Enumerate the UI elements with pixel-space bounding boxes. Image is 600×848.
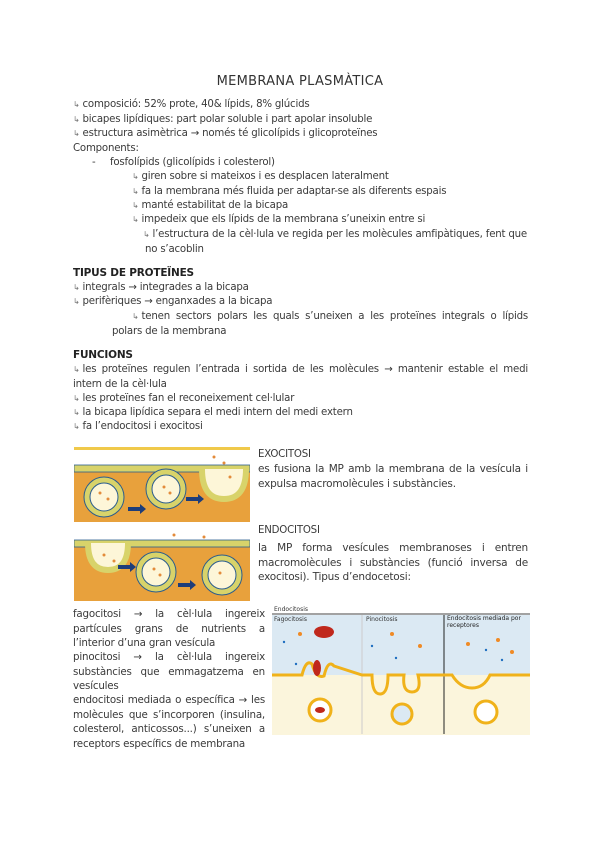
proteines-sub: [112, 310, 528, 339]
panel-pinocitosis: Pinocitosis: [366, 616, 398, 623]
intro-text: composició: 52% prote, 40& lípids, 8% glúcids: [82, 99, 310, 110]
subsub-text: l’estructura de la cèl·lula ve regida per les molècules amfipàtiques, fent que no s’acoblin: [145, 229, 527, 255]
endocytosis-illustration: [74, 525, 250, 601]
funcions-item: [73, 363, 528, 392]
components-sub: [132, 199, 288, 214]
endocitosi-text: la MP forma vesícules membranoses i entren macromolècules i substàncies (funció inversa de exocitosi). Tipus d’endocetosi:: [258, 542, 528, 583]
funcions-item: [73, 420, 203, 435]
tipus-endocitosi-mediada: endocitosi mediada o específica → les molècules que s’incorporen (insulina, colesterol, anticossos...) s’uneixen a receptors específics de membrana: [73, 694, 265, 750]
item-text: les proteïnes regulen l’entrada i sortida de les molècules → mantenir estable el medi intern de la cèl·lula: [73, 364, 528, 390]
item-text: la bicapa lipídica separa el medi intern del medi extern: [82, 407, 353, 418]
tipus-pinocitosi: pinocitosi → la cèl·lula ingereix substàncies que emmagatzema en vesícules: [73, 651, 265, 692]
panel-fagocitosis: Fagocitosis: [274, 616, 307, 623]
proteines-item: [73, 281, 249, 296]
sub-text: giren sobre si mateixos i es desplacen lateralment: [141, 171, 389, 182]
funcions-item: [73, 406, 353, 421]
sub-text: fa la membrana més fluida per adaptar-se als diferents espais: [141, 186, 447, 197]
bullet-arrow-icon: ↳: [73, 283, 80, 292]
components-subsub: [145, 228, 527, 257]
tipus-fagocitosi: fagocitosi → la cèl·lula ingereix partícules grans de nutrients a l’interior d’una gran vesícula: [73, 608, 265, 649]
components-sub: [132, 213, 425, 228]
components-sub: [132, 185, 446, 200]
exocitosi-heading: EXOCITOSI: [258, 449, 311, 460]
funcions-heading: FUNCIONS: [73, 349, 133, 361]
diagram-title: Endocitosis: [274, 606, 308, 613]
intro-text: bicapes lipídiques: part polar soluble i part apolar insoluble: [82, 114, 373, 125]
bullet-arrow-icon: ↳: [73, 422, 80, 431]
bullet-arrow-icon: ↳: [132, 215, 139, 224]
proteines-item: [73, 295, 272, 310]
components-label: Components:: [73, 143, 139, 154]
sub-text: impedeix que els lípids de la membrana s’uneixin entre si: [141, 214, 426, 225]
page-title: MEMBRANA PLASMÀTICA: [216, 74, 384, 89]
panel-receptors: Endocitosis mediada por receptores: [447, 615, 521, 629]
item-text: les proteïnes fan el reconeixement cel·lular: [82, 393, 295, 404]
item-text: integrals → integrades a la bicapa: [82, 282, 249, 293]
intro-item: [73, 127, 377, 142]
bullet-arrow-icon: ↳: [73, 297, 80, 306]
exocytosis-illustration: [74, 447, 250, 522]
bullet-arrow-icon: ↳: [73, 408, 80, 417]
sub-text: tenen sectors polars les quals s’uneixen a les proteïnes integrals o lípids polars de la membrana: [112, 311, 528, 337]
bullet-arrow-icon: ↳: [132, 187, 139, 196]
sub-text: manté estabilitat de la bicapa: [141, 200, 289, 211]
components-item: fosfolípids (glicolípids i colesterol): [110, 157, 275, 168]
bullet-arrow-icon: ↳: [73, 115, 80, 124]
intro-item: [73, 113, 372, 128]
proteines-heading: TIPUS DE PROTEÏNES: [73, 267, 194, 279]
bullet-arrow-icon: ↳: [73, 365, 80, 374]
intro-text: estructura asimètrica → només té glicolípids i glicoproteïnes: [82, 128, 378, 139]
components-sub: [132, 170, 389, 185]
exocitosi-text: es fusiona la MP amb la membrana de la vesícula i expulsa macromolècules i substàncies.: [258, 463, 528, 490]
item-text: perifèriques → enganxades a la bicapa: [82, 296, 273, 307]
bullet-arrow-icon: ↳: [132, 172, 139, 181]
list-dash: -: [92, 157, 96, 168]
bullet-arrow-icon: ↳: [143, 230, 150, 239]
bullet-arrow-icon: ↳: [73, 100, 80, 109]
bullet-arrow-icon: ↳: [73, 394, 80, 403]
bullet-arrow-icon: ↳: [132, 201, 139, 210]
endocitosi-heading: ENDOCITOSI: [258, 525, 320, 536]
bullet-arrow-icon: ↳: [73, 129, 80, 138]
item-text: fa l’endocitosi i exocitosi: [82, 421, 203, 432]
bullet-arrow-icon: ↳: [132, 312, 139, 321]
funcions-item: [73, 392, 294, 407]
intro-item: [73, 98, 309, 113]
